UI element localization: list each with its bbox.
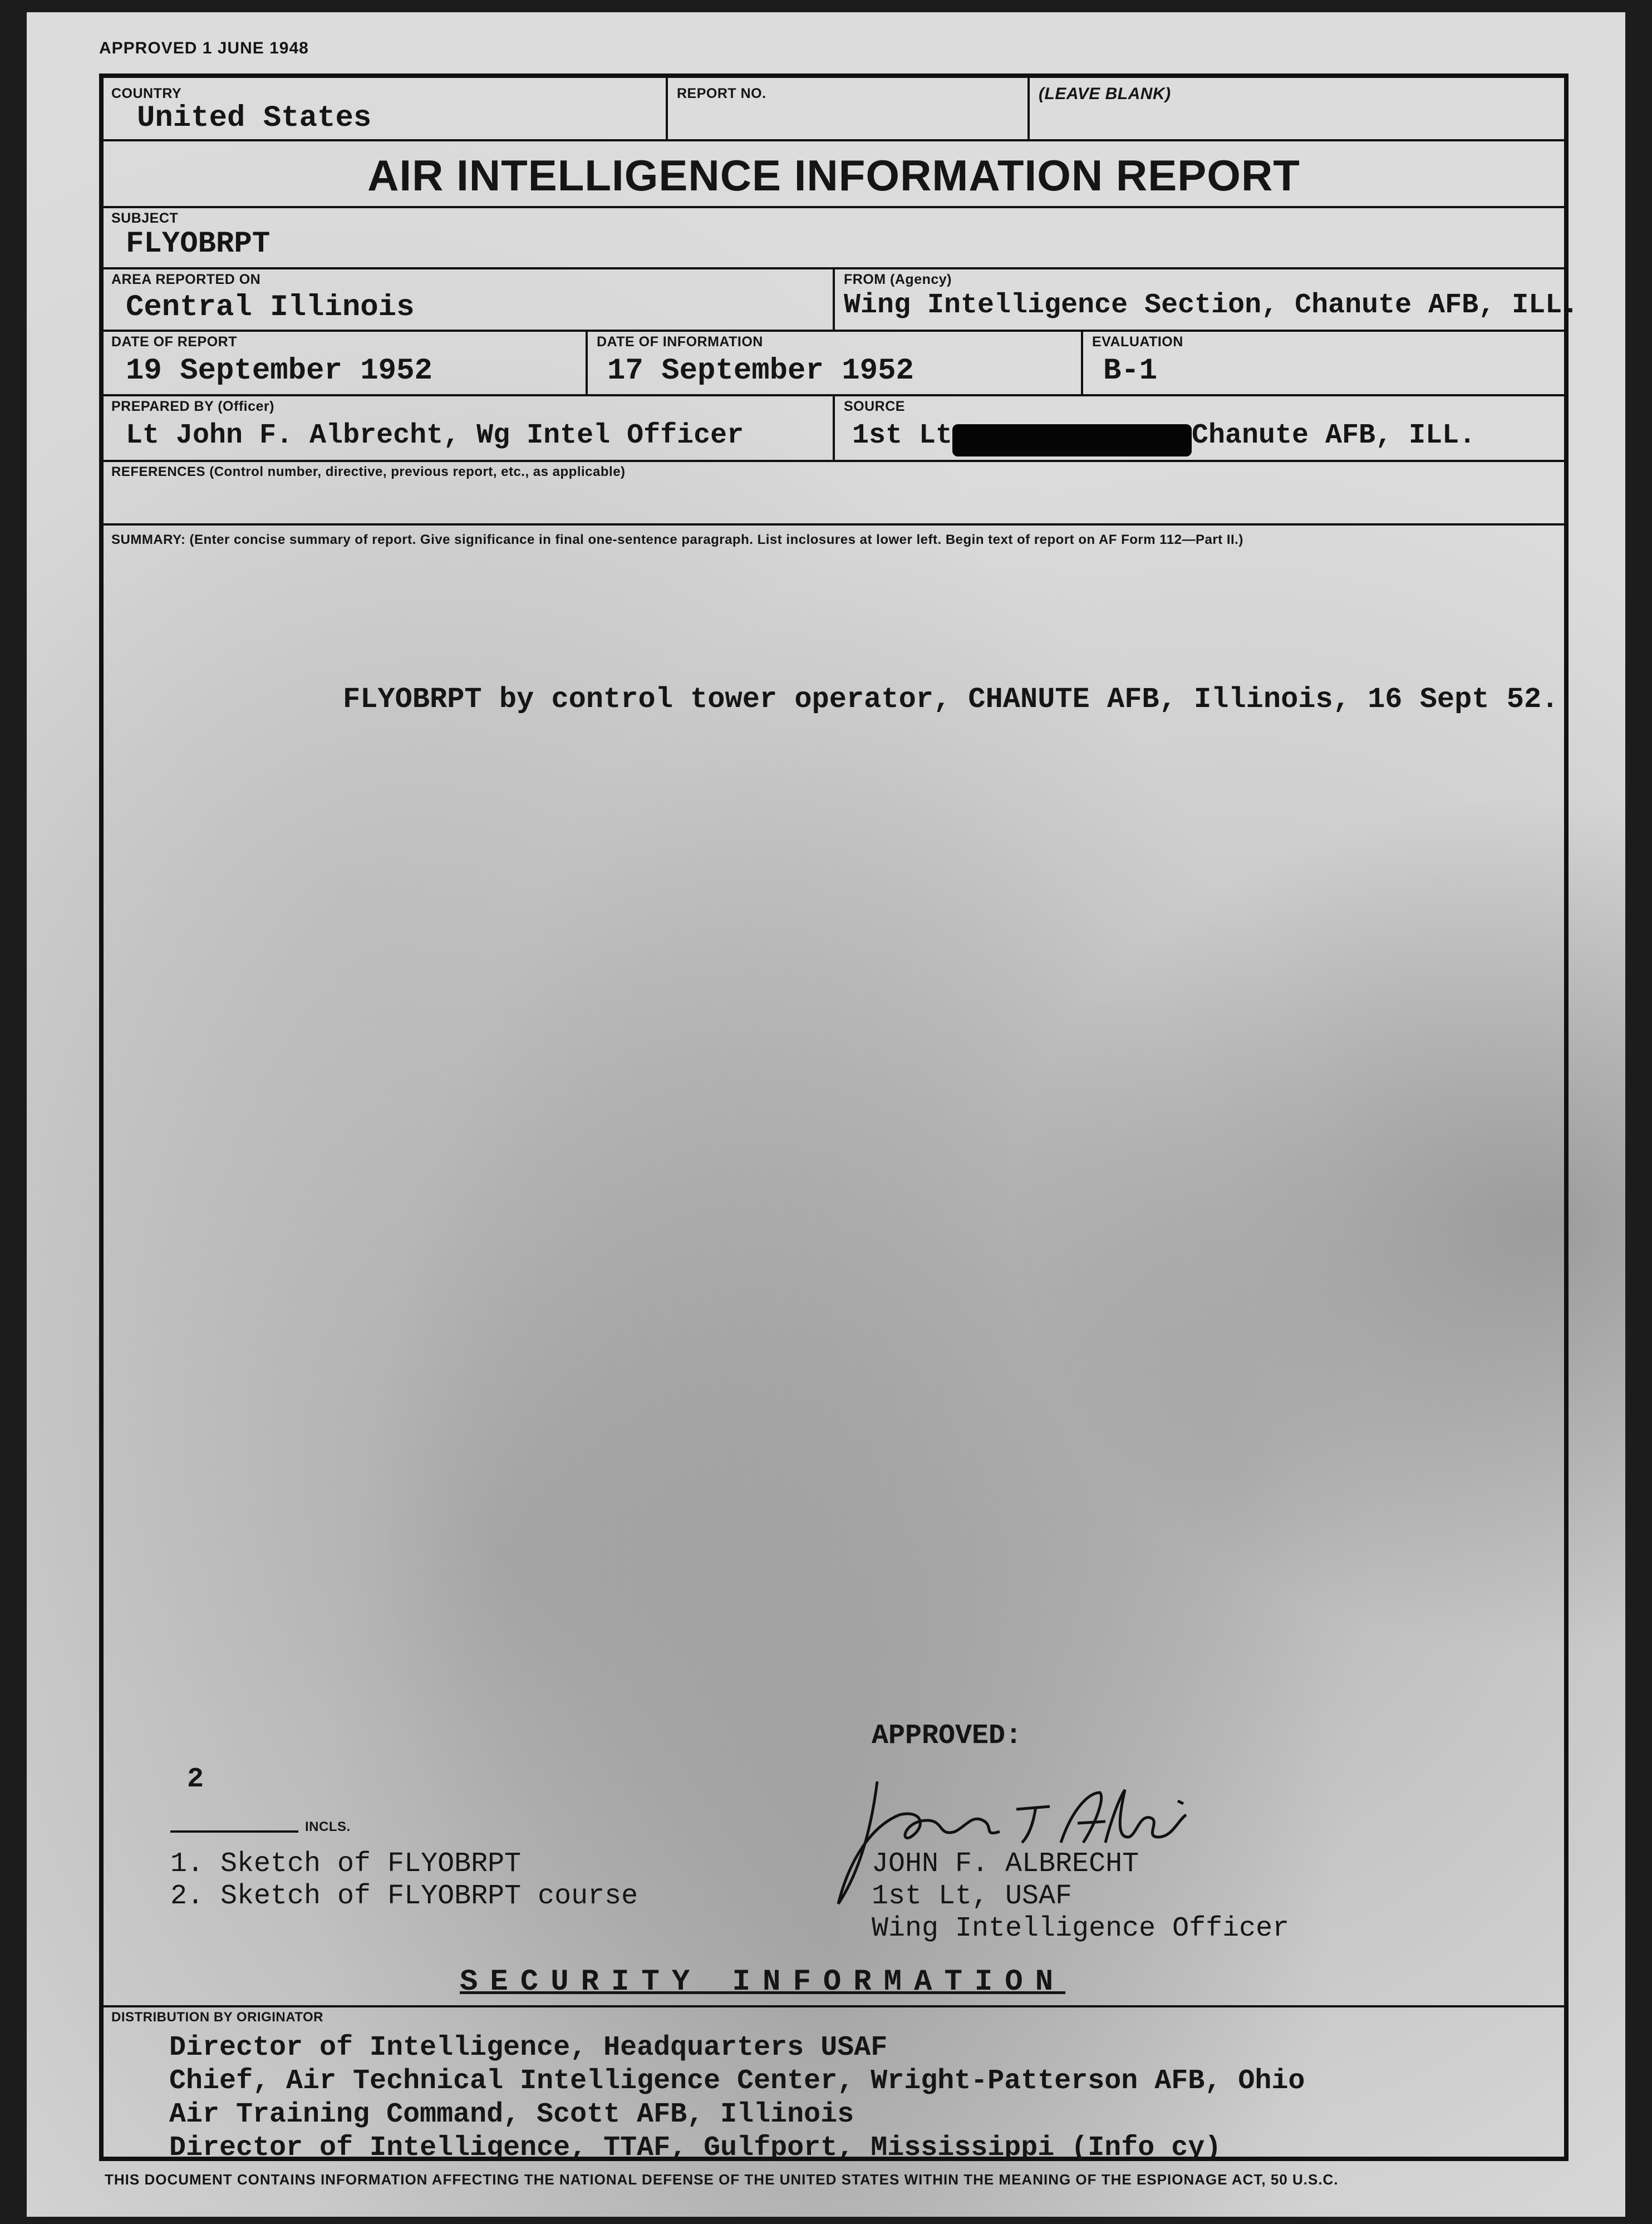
divider <box>833 267 835 330</box>
divider <box>666 78 668 139</box>
redaction-bar <box>952 424 1192 456</box>
inclosures-label: INCLS. <box>305 1819 351 1834</box>
divider <box>104 523 1564 526</box>
document-page <box>27 12 1625 2217</box>
distribution-item: Air Training Command, Scott AFB, Illinois <box>169 2099 854 2130</box>
date-of-report-value: 19 September 1952 <box>126 354 432 388</box>
inclosure-item: 1. Sketch of FLYOBRPT <box>170 1848 522 1880</box>
country-label: COUNTRY <box>111 86 182 101</box>
source-prefix: 1st Lt <box>852 420 953 451</box>
divider <box>1027 78 1030 139</box>
area-reported-value: Central Illinois <box>126 291 415 325</box>
prepared-by-value: Lt John F. Albrecht, Wg Intel Officer <box>126 420 744 451</box>
divider <box>104 460 1564 462</box>
summary-label: SUMMARY: (Enter concise summary of report. Give significance in final one-sentence paragraph. List inclosures at lower left. Begin text of report on AF Form 112—Part II.) <box>111 532 1243 547</box>
report-no-label: REPORT NO. <box>677 86 766 101</box>
from-agency-value: Wing Intelligence Section, Chanute AFB, ILL. <box>844 289 1579 321</box>
from-agency-label: FROM (Agency) <box>844 272 952 287</box>
distribution-item: Director of Intelligence, TTAF, Gulfport, Mississippi (Info cy) <box>169 2132 1222 2164</box>
evaluation-label: EVALUATION <box>1092 334 1183 350</box>
approver-position: Wing Intelligence Officer <box>872 1913 1290 1945</box>
distribution-item: Chief, Air Technical Intelligence Center, Wright-Patterson AFB, Ohio <box>169 2065 1305 2097</box>
inclosure-item: 2. Sketch of FLYOBRPT course <box>170 1881 638 1912</box>
divider <box>586 330 588 394</box>
divider <box>833 394 835 460</box>
approved-heading: APPROVED: <box>872 1720 1022 1752</box>
security-banner: SECURITY INFORMATION <box>460 1965 1066 1999</box>
divider <box>104 2005 1564 2007</box>
leave-blank-label: (LEAVE BLANK) <box>1039 85 1171 103</box>
subject-value: FLYOBRPT <box>126 227 271 261</box>
divider <box>1081 330 1083 394</box>
date-of-information-label: DATE OF INFORMATION <box>597 334 763 350</box>
inclosure-count: 2 <box>187 1764 204 1795</box>
divider <box>104 206 1564 208</box>
subject-label: SUBJECT <box>111 210 179 226</box>
prepared-by-label: PREPARED BY (Officer) <box>111 399 274 414</box>
date-of-report-label: DATE OF REPORT <box>111 334 237 350</box>
evaluation-value: B-1 <box>1103 354 1158 388</box>
espionage-act-notice: THIS DOCUMENT CONTAINS INFORMATION AFFECTING THE NATIONAL DEFENSE OF THE UNITED STATES WITHIN THE MEANING OF THE ESPIONAGE ACT, 50 U.S.C. <box>105 2171 1339 2188</box>
summary-text: FLYOBRPT by control tower operator, CHANUTE AFB, Illinois, 16 Sept 52. <box>343 683 1559 716</box>
distribution-item: Director of Intelligence, Headquarters USAF <box>169 2032 888 2064</box>
report-form <box>99 73 1579 2164</box>
inclosure-line <box>170 1830 298 1833</box>
references-label: REFERENCES (Control number, directive, previous report, etc., as applicable) <box>111 464 626 479</box>
divider <box>104 139 1564 141</box>
approver-rank: 1st Lt, USAF <box>872 1881 1073 1912</box>
country-value: United States <box>137 101 372 135</box>
source-suffix: Chanute AFB, ILL. <box>1192 420 1476 451</box>
date-of-information-value: 17 September 1952 <box>607 354 914 388</box>
form-approval-date: APPROVED 1 JUNE 1948 <box>99 39 309 57</box>
report-title: AIR INTELLIGENCE INFORMATION REPORT <box>367 151 1300 200</box>
distribution-label: DISTRIBUTION BY ORIGINATOR <box>111 2010 324 2025</box>
area-reported-label: AREA REPORTED ON <box>111 272 261 287</box>
approver-name: JOHN F. ALBRECHT <box>872 1848 1139 1880</box>
source-label: SOURCE <box>844 399 905 414</box>
divider <box>104 330 1564 332</box>
